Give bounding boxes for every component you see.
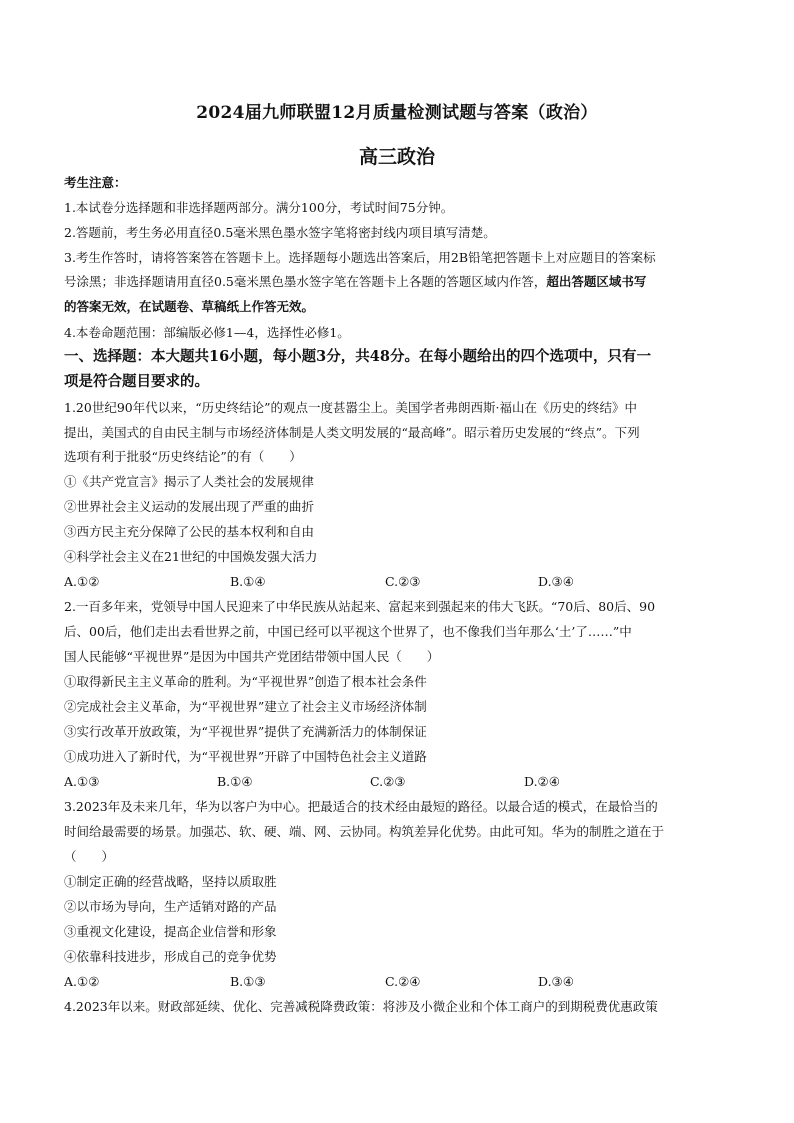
answer-option-b: B.①③ [230,974,266,989]
notice-heading: 考生注意： [64,175,127,190]
question-item: ①制定正确的经营战略，坚持以质取胜 [64,874,277,889]
question-item: ①取得新民主主义革命的胜利。为“平视世界”创造了根本社会条件 [64,674,427,689]
document-title: 2024届九师联盟12月质量检测试题与答案（政治） [196,103,598,123]
question-stem: 国人民能够“平视世界”是因为中国共产党团结带领中国人民（ ） [64,649,440,664]
answer-option-d: D.②④ [524,774,560,789]
notice-bold-text: 的答案无效，在试题卷、草稿纸上作答无效。 [64,299,315,314]
question-stem: （ ） [64,849,115,864]
question-item: ②完成社会主义革命，为“平视世界”建立了社会主义市场经济体制 [64,699,427,714]
question-item: ②世界社会主义运动的发展出现了严重的曲折 [64,499,315,514]
question-item: ④依靠科技进步，形成自己的竞争优势 [64,949,277,964]
notice-item: 2.答题前，考生务必用直径0.5毫米黑色墨水签字笔将密封线内项目填写清楚。 [64,225,496,240]
notice-item: 4.本卷命题范围：部编版必修1—4，选择性必修1。 [64,325,350,340]
question-item: ①《共产党宣言》揭示了人类社会的发展规律 [64,474,315,489]
section-heading: 项是符合题目要求的。 [64,373,209,390]
answer-option-b: B.①④ [217,774,253,789]
notice-bold-text: 超出答题区域书写 [546,274,647,289]
notice-item: 3.考生作答时，请将答案答在答题卡上。选择题每小题选出答案后，用2B铅笔把答题卡上对应题目的答案标 [64,250,656,265]
answer-option-d: D.③④ [538,574,574,589]
answer-option-a: A.①③ [64,774,100,789]
answer-option-a: A.①② [64,574,100,589]
question-stem: 2.一百多年来，党领导中国人民迎来了中华民族从站起来、富起来到强起来的伟大飞跃。“70后、80后、90 [64,599,656,614]
answer-option-c: C.②④ [385,974,421,989]
question-stem: 时间给最需要的场景。加强芯、软、硬、端、网、云协同。构筑差异化优势。由此可知。华为的制胜之道在于 [64,824,665,839]
notice-item: 1.本试卷分选择题和非选择题两部分。满分100分，考试时间75分钟。 [64,200,454,215]
notice-text: 号涂黑；非选择题请用直径0.5毫米黑色墨水签字笔在答题卡上各题的答题区域内作答， [64,274,547,289]
answer-option-c: C.②③ [370,774,406,789]
question-stem: 4.2023年以来。财政部延续、优化、完善减税降费政策：将涉及小微企业和个体工商户的到期税费优惠政策 [64,999,658,1014]
question-item: ④科学社会主义在21世纪的中国焕发强大活力 [64,549,318,564]
question-stem: 选项有利于批驳“历史终结论”的有（ ） [64,449,302,464]
question-item: ③实行改革开放政策，为“平视世界”提供了充满新活力的体制保证 [64,724,427,739]
answer-option-c: C.②③ [385,574,421,589]
question-item: ②以市场为导向，生产适销对路的产品 [64,899,277,914]
section-heading: 一、选择题：本大题共16小题，每小题3分，共48分。在每小题给出的四个选项中，只有一 [64,348,651,365]
question-stem: 提出，美国式的自由民主制与市场经济体制是人类文明发展的“最高峰”。昭示着历史发展的“终点”。下列 [64,425,640,440]
answer-option-a: A.①② [64,974,100,989]
question-item: ③重视文化建设，提高企业信誉和形象 [64,924,277,939]
notice-item [64,274,734,290]
question-item: ③西方民主充分保障了公民的基本权利和自由 [64,524,315,539]
document-subtitle: 高三政治 [358,146,435,168]
question-stem: 后、00后，他们走出去看世界之前，中国已经可以平视这个世界了，也不像我们当年那么‘土’了……”中 [64,624,632,639]
answer-option-b: B.①④ [230,574,266,589]
question-stem: 3.2023年及未来几年，华为以客户为中心。把最适合的技术经由最短的路径。以最合适的模式，在最恰当的 [64,799,658,814]
answer-option-d: D.③④ [538,974,574,989]
question-item: ①成功进入了新时代，为“平视世界”开辟了中国特色社会主义道路 [64,749,427,764]
question-stem: 1.20世纪90年代以来，“历史终结论”的观点一度甚嚣尘上。美国学者弗朗西斯·福山在《历史的终结》中 [64,400,637,415]
